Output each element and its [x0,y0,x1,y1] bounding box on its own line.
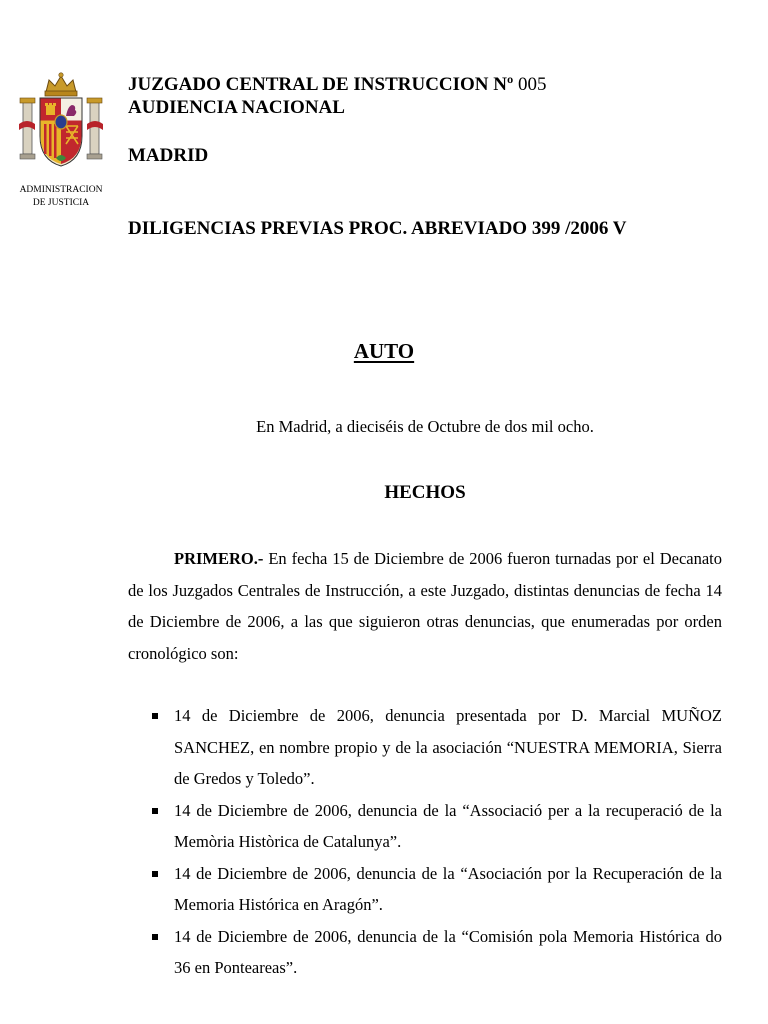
list-item-text: 14 de Diciembre de 2006, denuncia presentada por D. Marcial MUÑOZ SANCHEZ, en nombre propio y de la asociación “NUESTRA MEMORIA, Sierra de Gredos y Toledo”. [174,706,722,788]
coat-of-arms-icon [16,72,106,170]
crest-caption [12,184,110,210]
court-prefix: JUZGADO CENTRAL DE INSTRUCCION Nº [128,74,514,95]
court-number: 005 [518,74,547,95]
bullet-square-icon [152,934,158,940]
complaints-list [128,700,722,984]
paragraph-lead: PRIMERO.- [174,549,264,568]
crest-block [12,72,110,210]
document-title: AUTO [353,339,415,363]
list-item-text: 14 de Diciembre de 2006, denuncia de la “Comisión pola Memoria Histórica do 36 en Ponteareas”. [174,926,722,977]
list-item-text: 14 de Diciembre de 2006, denuncia de la “Associació per a la recuperació de la Memòria Històrica de Catalunya”. [174,800,722,851]
crest-caption-line-1: ADMINISTRACION [19,185,103,195]
list-item [128,858,722,921]
bullet-square-icon [152,871,158,877]
crest-caption-line-2: DE JUSTICIA [32,198,90,208]
bullet-square-icon [152,808,158,814]
court-name: AUDIENCIA NACIONAL [128,97,345,118]
list-item [128,700,722,795]
bullet-square-icon [152,713,158,719]
list-item [128,921,722,984]
paragraph-text: En fecha 15 de Diciembre de 2006 fueron turnadas por el Decanato de los Juzgados Centrales de Instrucción, a este Juzgado, distintas denuncias de fecha 14 de Diciembre de 2006, a las que siguieron otras denuncias, que enumeradas por orden cronológico son: [128,549,723,663]
date-line: En Madrid, a dieciséis de Octubre de dos mil ocho. [256,417,594,436]
list-item-text: 14 de Diciembre de 2006, denuncia de la “Asociación por la Recuperación de la Memoria Histórica en Aragón”. [174,863,722,914]
proceedings-heading: DILIGENCIAS PREVIAS PROC. ABREVIADO 399 /2006 V [128,218,627,239]
section-title: HECHOS [384,482,466,503]
first-paragraph [128,543,722,669]
court-heading [128,74,547,96]
list-item [128,795,722,858]
city-heading: MADRID [128,145,209,166]
